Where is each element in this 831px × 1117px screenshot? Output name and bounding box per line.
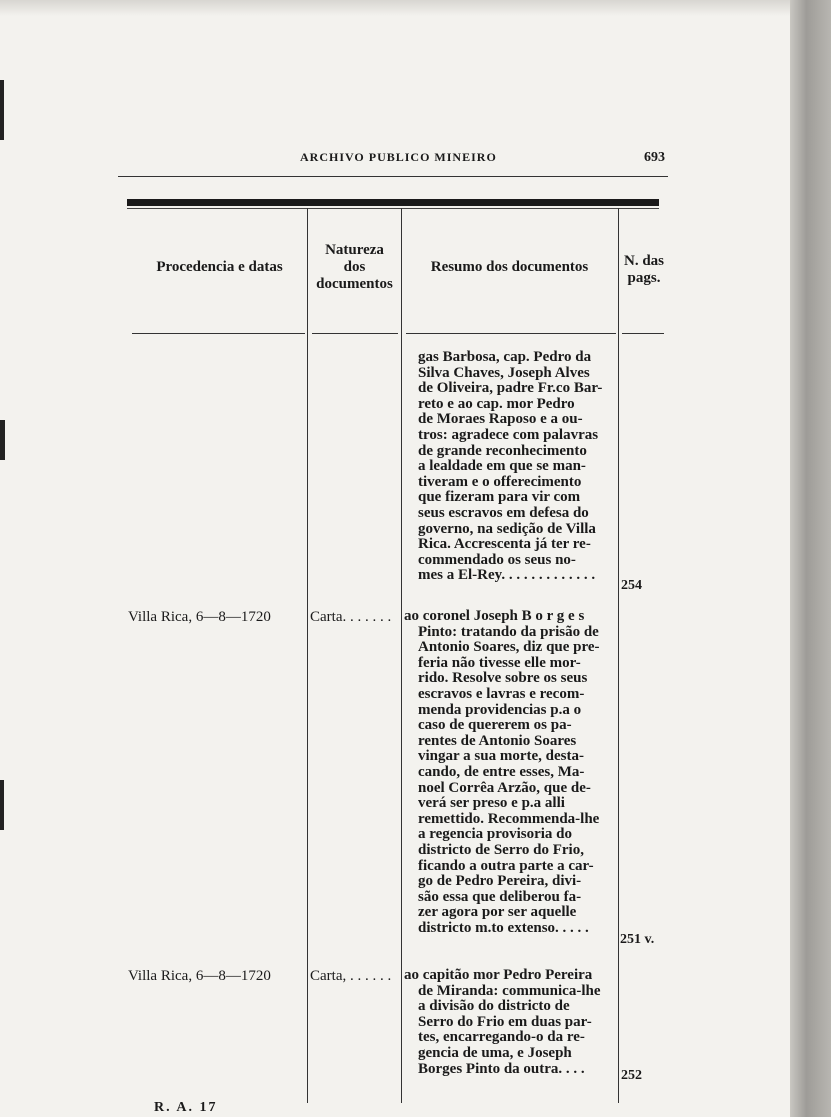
binding-mark: [0, 780, 4, 830]
column-header-pages: N. das pags.: [623, 253, 664, 286]
column-header-nature: Natureza dos documentos: [316, 242, 393, 292]
header-rule: [118, 176, 668, 177]
table-top-rule-thin: [127, 208, 659, 209]
header-underline: [622, 333, 664, 334]
binding-mark: [0, 420, 5, 460]
adjacent-page-edge: [790, 0, 831, 1117]
entry-summary: ao capitão mor Pedro Pereira de Miranda: communica-lhe a divisão do districto de Serro do Frio em duas par- tes, encarregando-o da re- gencia de uma, e Joseph Borges Pinto da outra. . . .: [404, 967, 601, 1077]
entry-nature: Carta. . . . . . .: [310, 609, 392, 625]
entry-pages: 252: [621, 1068, 642, 1083]
table-top-rule: [127, 199, 659, 206]
scan-shadow: [0, 0, 790, 16]
column-header-origin: Procedencia e datas: [156, 259, 283, 275]
entry-pages: 254: [621, 578, 642, 593]
entry-date: Villa Rica, 6—8—1720: [128, 609, 271, 625]
header-underline: [312, 333, 398, 334]
header-underline: [406, 333, 616, 334]
column-divider: [401, 208, 402, 1103]
entry-nature: Carta, . . . . . .: [310, 968, 392, 984]
entry-summary: gas Barbosa, cap. Pedro da Silva Chaves, Joseph Alves de Oliveira, padre Fr.co Bar- reto e ao cap. mor Pedro de Moraes Raposo e a ou- tros: agradece com palavras de grande reconhecimento a lealdade em que se man- tiveram e o offerecimento que fizeram para vir com seus escravos em defesa do governo, na sedição de Villa Rica. Accrescenta já ter re- commendado os seus no- mes a El-Rey. . . . . . . . . . . . .: [418, 349, 603, 584]
entry-date: Villa Rica, 6—8—1720: [128, 968, 271, 984]
signature-mark: R. A. 17: [154, 1100, 218, 1115]
running-title: ARCHIVO PUBLICO MINEIRO: [300, 150, 497, 164]
column-divider: [307, 208, 308, 1103]
column-divider: [618, 208, 619, 1103]
entry-summary: ao coronel Joseph B o r g e s Pinto: tratando da prisão de Antonio Soares, diz que pre- feria não tivesse elle mor- rido. Resolve sobre os seus escravos e lavras e recom- menda providencias p.a o caso de quererem os pa- rentes de Antonio Soares vingar a sua morte, desta- cando, de entre esses, Ma- noel Corrêa Arzão, que de- verá ser preso e p.a alli remettido. Recommenda-lhe a regencia provisoria do districto de Serro do Frio, ficando a outra parte a car- go de Pedro Pereira, divi- são essa que deliberou fa- zer agora por ser aquelle districto m.to extenso. . . . .: [404, 608, 600, 936]
binding-mark: [0, 80, 4, 140]
header-underline: [132, 333, 305, 334]
page-number: 693: [644, 150, 665, 165]
column-header-summary: Resumo dos documentos: [430, 259, 589, 275]
entry-pages: 251 v.: [620, 932, 655, 947]
